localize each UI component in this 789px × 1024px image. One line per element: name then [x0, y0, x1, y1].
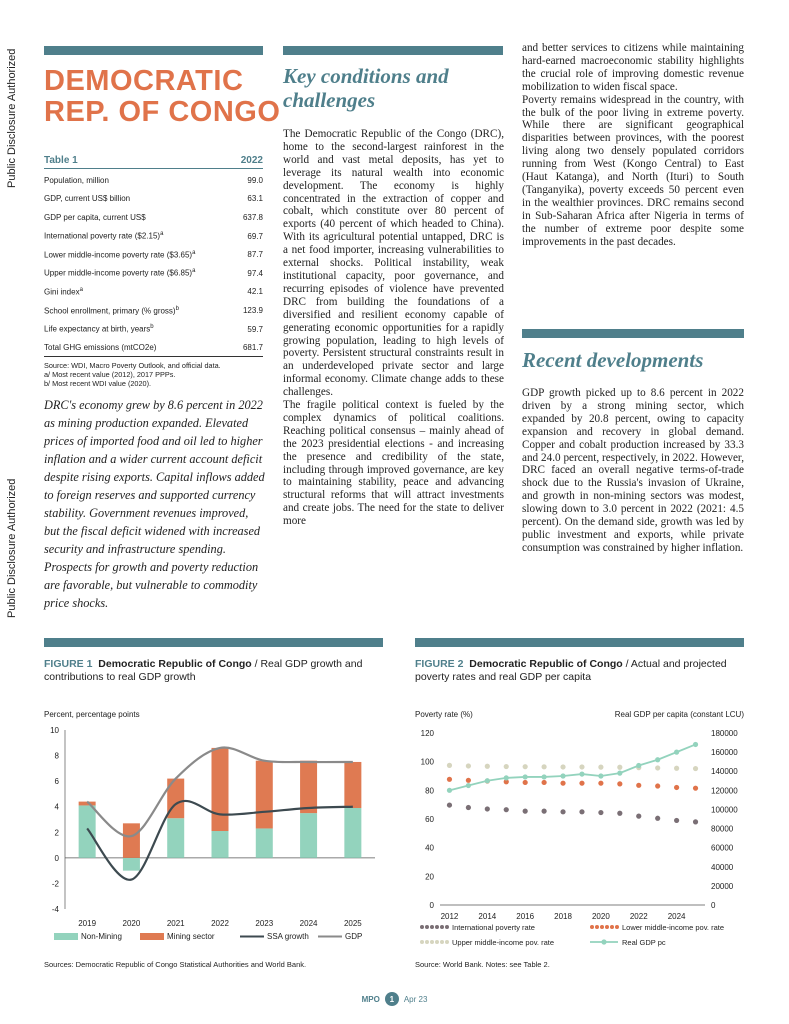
- series-point: [485, 764, 490, 769]
- legend-swatch: [590, 925, 594, 929]
- page-number: 1: [385, 992, 399, 1006]
- series-point: [447, 788, 452, 793]
- table-row-footnote: b: [175, 305, 179, 312]
- figure1-title: [44, 658, 384, 684]
- legend-swatch: [615, 925, 619, 929]
- x-tick-label: 2018: [554, 912, 572, 921]
- y2-tick-label: 120000: [711, 786, 738, 796]
- x-tick-label: 2024: [299, 919, 318, 928]
- y2-tick-label: 60000: [711, 843, 734, 853]
- col3-header-bar: [522, 329, 744, 338]
- x-tick-label: 2022: [629, 912, 648, 921]
- y2-tick-label: 80000: [711, 824, 734, 834]
- table-row: [44, 171, 263, 190]
- table-rows: [44, 171, 263, 357]
- fig2-header-bar: [415, 638, 744, 647]
- series-point: [655, 783, 660, 788]
- paragraph: The Democratic Republic of the Congo (DRC), home to the second-largest rainforest in the world and vast metal deposits, has yet to leverage its natural wealth into economic development. The economy is highly concentrated in the extraction of copper and cobalt, which constitute over 80 percent of exports (40 percent of which headed to China). With its agricultural potential untapped, DRC is a net food importer, increasing vulnerabilities to external shocks. Political instability, weak institutional capacity, poor governance, and recurring episodes of violence have prevented DRC from building the foundations of a diversified and resilient economy capable of generating economic opportunities for a rapidly growing population, leading to high levels of poverty. Persistent structural constraints result in an underdeveloped private sector and large informal economy. Climate change adds to these challenges.: [283, 128, 504, 399]
- col2-body: [283, 128, 504, 528]
- x-tick-label: 2019: [78, 919, 97, 928]
- legend-label: Lower middle-income pov. rate: [622, 923, 724, 932]
- figure1-title-rest: / Real GDP growth and contributions to real GDP growth: [44, 658, 363, 683]
- series-point: [523, 774, 528, 779]
- x-tick-label: 2024: [667, 912, 686, 921]
- y2-tick-label: 0: [711, 901, 716, 910]
- table-row-value: 99.0: [247, 175, 263, 185]
- series-point: [598, 773, 603, 778]
- col2-header-bar: [283, 46, 503, 55]
- x-tick-label: 2014: [478, 912, 497, 921]
- series-point: [560, 781, 565, 786]
- non-mining-bar: [167, 818, 184, 858]
- table-row: [44, 320, 263, 339]
- table-row-value: 681.7: [242, 342, 263, 352]
- x-tick-label: 2012: [440, 912, 459, 921]
- series-point: [674, 785, 679, 790]
- y-tick-label: 8: [54, 751, 59, 761]
- series-point: [693, 766, 698, 771]
- series-point: [542, 774, 547, 779]
- table-row-value: 97.4: [247, 268, 263, 278]
- series-point: [542, 764, 547, 769]
- legend-label: Mining sector: [167, 932, 215, 941]
- table-year: 2022: [240, 155, 263, 166]
- table-row-value: 69.7: [247, 231, 263, 241]
- legend-swatch: [610, 925, 614, 929]
- table-row-label: Population, million: [44, 175, 109, 185]
- heading-line: challenges: [283, 88, 376, 112]
- series-point: [693, 786, 698, 791]
- table-row: [44, 208, 263, 227]
- table-row: [44, 264, 263, 283]
- y-tick-label: 0: [54, 853, 59, 863]
- x-tick-label: 2016: [516, 912, 535, 921]
- x-tick-label: 2020: [122, 919, 141, 928]
- x-tick-label: 2021: [166, 919, 185, 928]
- series-point: [579, 771, 584, 776]
- table-row-footnote: b: [150, 324, 154, 331]
- side-label-top: Public Disclosure Authorized: [6, 48, 18, 188]
- legend-swatch: [440, 940, 444, 944]
- footer-date: Apr 23: [403, 994, 428, 1004]
- table-title: Table 1: [44, 155, 78, 166]
- y-tick-label: 60: [425, 815, 434, 824]
- heading-line: Key conditions and: [283, 64, 449, 88]
- legend-swatch: [445, 925, 449, 929]
- footer-mpo: MPO: [361, 994, 380, 1004]
- page-footer: [0, 992, 789, 1006]
- table-row: [44, 338, 263, 357]
- y2-tick-label: 140000: [711, 767, 738, 777]
- series-point: [674, 818, 679, 823]
- non-mining-bar: [212, 831, 229, 858]
- col3-body-top: [522, 42, 744, 249]
- y-tick-label: 80: [425, 786, 434, 796]
- table-row-value: 637.8: [242, 212, 263, 222]
- table-row-label-wrap: [44, 287, 83, 297]
- series-point: [523, 780, 528, 785]
- figure2-label: FIGURE 2: [415, 658, 464, 670]
- x-tick-label: 2022: [211, 919, 229, 928]
- table-row-label-wrap: [44, 231, 163, 241]
- table-row-footnote: a: [192, 249, 196, 256]
- col3-body-bottom: [522, 387, 744, 555]
- series-point: [598, 810, 603, 815]
- series-point: [447, 763, 452, 768]
- series-point: [523, 764, 528, 769]
- table-row-label: International poverty rate ($2.15): [44, 231, 161, 241]
- legend-swatch: [430, 940, 434, 944]
- table-row: [44, 227, 263, 246]
- y-tick-label: 10: [50, 726, 59, 735]
- side-label-bottom: Public Disclosure Authorized: [6, 478, 18, 618]
- non-mining-bar: [300, 813, 317, 858]
- y-tick-label: 6: [54, 777, 59, 787]
- figure2-title-rest: / Actual and projected poverty rates and real GDP per capita: [415, 658, 727, 683]
- legend-swatch: [435, 925, 439, 929]
- non-mining-bar: [123, 858, 140, 871]
- legend-label: Non-Mining: [81, 932, 122, 941]
- table-row-value: 63.1: [247, 194, 263, 204]
- series-point: [542, 780, 547, 785]
- table-source: [44, 361, 263, 388]
- legend-swatch: [595, 925, 599, 929]
- series-point: [560, 809, 565, 814]
- figure2-source: Source: World Bank. Notes: see Table 2.: [415, 960, 550, 969]
- series-point: [598, 765, 603, 770]
- series-point: [617, 765, 622, 770]
- series-point: [485, 806, 490, 811]
- series-point: [598, 781, 603, 786]
- non-mining-bar: [79, 805, 96, 857]
- table-row-value: 123.9: [242, 305, 263, 315]
- series-point: [579, 809, 584, 814]
- series-point: [655, 765, 660, 770]
- legend-label: SSA growth: [267, 932, 309, 941]
- table-row-label-wrap: [44, 250, 195, 260]
- series-point: [542, 809, 547, 814]
- country-title-line2: REP. OF CONGO: [44, 96, 281, 128]
- table-row-label-wrap: [44, 306, 179, 316]
- figure2-title-bold: Democratic Republic of Congo: [469, 658, 623, 670]
- table-row: [44, 245, 263, 264]
- y-tick-label: -4: [51, 905, 59, 914]
- legend-swatch: [440, 925, 444, 929]
- y-tick-label: 100: [420, 757, 434, 767]
- series-point: [636, 763, 641, 768]
- table-row-label: Life expectancy at birth, years: [44, 324, 151, 334]
- table-row: [44, 301, 263, 320]
- series-point: [674, 766, 679, 771]
- y2-axis-title: Real GDP per capita (constant LCU): [614, 710, 744, 719]
- table-source-line: a/ Most recent value (2012), 2017 PPPs.: [44, 369, 176, 379]
- y2-tick-label: 40000: [711, 862, 734, 872]
- legend-swatch: [420, 940, 424, 944]
- y2-tick-label: 20000: [711, 881, 734, 891]
- table-row-label: GDP, current US$ billion: [44, 194, 131, 204]
- table-row-value: 87.7: [247, 250, 263, 260]
- series-point: [636, 783, 641, 788]
- series-point: [674, 750, 679, 755]
- y-tick-label: 0: [429, 901, 434, 910]
- y2-tick-label: 160000: [711, 748, 738, 758]
- mining-bar: [123, 823, 140, 858]
- y-tick-label: 120: [420, 729, 434, 738]
- y-tick-label: 20: [425, 872, 434, 882]
- paragraph: and better services to citizens while maintaining hard-earned macroeconomic stability highlights the crucial role of improving domestic revenue mobilization to widen fiscal space.: [522, 42, 744, 93]
- mining-bar: [344, 762, 361, 808]
- table-row-label: Upper middle-income poverty rate ($6.85): [44, 269, 193, 279]
- table-row-footnote: a: [79, 287, 83, 294]
- summary-text: DRC's economy grew by 8.6 percent in 2022 as mining production expanded. Elevated prices of imported food and oil led to higher inflation and a wider current account deficit despite rising exports. Capital inflows added to foreign reserves and supported currency stability. Government revenues improved, but the fiscal deficit widened with increased security and infrastructure spending. Prospects for growth and poverty reduction are favorable, but vulnerable to commodity price shocks.: [44, 398, 265, 610]
- table-row-label-wrap: [44, 324, 154, 334]
- mining-bar: [212, 748, 229, 831]
- series-point: [617, 771, 622, 776]
- col1-header-bar: [44, 46, 263, 55]
- series-point: [693, 819, 698, 824]
- x-tick-label: 2020: [591, 912, 610, 921]
- mining-bar: [300, 761, 317, 813]
- y-tick-label: -2: [51, 879, 59, 889]
- series-point: [485, 778, 490, 783]
- legend-swatch: [600, 925, 604, 929]
- series-point: [466, 763, 471, 768]
- fig1-header-bar: [44, 638, 383, 647]
- figure1-chart: [40, 705, 385, 950]
- table-row: [44, 283, 263, 302]
- series-point: [466, 778, 471, 783]
- figure1-title-bold: Democratic Republic of Congo: [98, 658, 252, 670]
- x-tick-label: 2023: [255, 919, 274, 928]
- series-point: [504, 764, 509, 769]
- paragraph: GDP growth picked up to 8.6 percent in 2022 driven by a strong mining sector, which expanded by 20.8 percent, owing to capacity expansion and recovery in global demand. Copper and cobalt production increased by 33.3 and 24.0 percent, respectively, in 2022. However, DRC faced an overall negative terms-of-trade shock due to the Russia's invasion of Ukraine, and growth in non-mining sectors was modest, slowing down to 3.0 percent in 2022 (2021: 4.5 percent). On the demand side, growth was led by public investment and exports, while private consumption was constrained by higher inflation.: [522, 387, 744, 554]
- legend-swatch: [601, 939, 606, 944]
- table-header: [44, 155, 263, 169]
- legend-swatch: [420, 925, 424, 929]
- y-axis-title: Poverty rate (%): [415, 710, 473, 719]
- figure1-source: Sources: Democratic Republic of Congo Statistical Authorities and World Bank.: [44, 960, 307, 969]
- section-heading-recent-developments: Recent developments: [522, 348, 704, 372]
- table-row-footnote: a: [192, 268, 196, 275]
- indicators-table: [44, 155, 263, 388]
- legend-label: GDP: [345, 932, 363, 941]
- series-point: [504, 775, 509, 780]
- table-row-value: 42.1: [247, 287, 263, 297]
- series-point: [523, 809, 528, 814]
- series-point: [447, 802, 452, 807]
- y2-tick-label: 180000: [711, 729, 738, 738]
- figure2-title: [415, 658, 745, 684]
- y-tick-label: 2: [54, 828, 59, 838]
- paragraph: Poverty remains widespread in the country, with the bulk of the poor living in extreme poverty. While there are significant geographical disparities between provinces, with the poorest living along two densely populated corridors running from West (Kongo Central) to East (Haut Katanga), and North (Ituri) to South (Tanganyika), poverty exceeds 50 percent even in the wealthier provinces. DRC remains second in Sub-Saharan Africa after Nigeria in terms of the number of extreme poor despite some improvements in the past decades.: [522, 93, 744, 248]
- legend-label: Real GDP pc: [622, 938, 666, 947]
- table-row-value: 59.7: [247, 324, 263, 334]
- series-point: [655, 757, 660, 762]
- legend-swatch: [425, 940, 429, 944]
- legend-swatch: [445, 940, 449, 944]
- legend-swatch: [140, 933, 164, 940]
- table-row-label: GDP per capita, current US$: [44, 212, 146, 222]
- table-row-label: Total GHG emissions (mtCO2e): [44, 342, 157, 352]
- series-point: [466, 805, 471, 810]
- country-title: [44, 66, 280, 128]
- table-source-line: Source: WDI, Macro Poverty Outlook, and official data.: [44, 360, 221, 370]
- y2-tick-label: 100000: [711, 805, 738, 815]
- legend-swatch: [430, 925, 434, 929]
- legend-label: International poverty rate: [452, 923, 535, 932]
- legend-swatch: [425, 925, 429, 929]
- series-point: [617, 781, 622, 786]
- legend-swatch: [54, 933, 78, 940]
- table-row-label-wrap: [44, 268, 195, 278]
- y-tick-label: 4: [54, 802, 59, 812]
- table-row-footnote: a: [160, 231, 164, 238]
- non-mining-bar: [256, 828, 273, 857]
- figure1-label: FIGURE 1: [44, 658, 93, 670]
- table-row-label: Gini index: [44, 287, 80, 297]
- country-title-line1: DEMOCRATIC: [44, 65, 244, 97]
- series-point: [560, 764, 565, 769]
- section-heading-key-conditions: [283, 64, 505, 112]
- series-point: [560, 773, 565, 778]
- legend-swatch: [605, 925, 609, 929]
- table-row: [44, 190, 263, 209]
- series-point: [693, 742, 698, 747]
- series-point: [504, 807, 509, 812]
- series-point: [447, 777, 452, 782]
- series-point: [636, 814, 641, 819]
- series-point: [579, 764, 584, 769]
- series-point: [655, 816, 660, 821]
- y-tick-label: 40: [425, 843, 434, 853]
- series-point: [466, 783, 471, 788]
- legend-swatch: [435, 940, 439, 944]
- table-source-line: b/ Most recent WDI value (2020).: [44, 378, 152, 388]
- paragraph: The fragile political context is fueled by the complex dynamics of political coalitions. Reaching political consensus – mainly ahead of the 2023 presidential elections - and increasing the presence and credibility of the state, including through improved governance, are key to maintaining stability, peace and advancing structural reforms that will attract investments and create jobs. The need for the state to deliver more: [283, 399, 504, 528]
- x-tick-label: 2025: [343, 919, 362, 928]
- table-row-label: Lower middle-income poverty rate ($3.65): [44, 250, 193, 260]
- legend-label: Upper middle-income pov. rate: [452, 938, 554, 947]
- figure2-chart: [410, 705, 750, 955]
- series-point: [617, 811, 622, 816]
- series-point: [579, 781, 584, 786]
- non-mining-bar: [344, 808, 361, 858]
- mining-bar: [256, 761, 273, 829]
- table-row-label: School enrollment, primary (% gross): [44, 306, 176, 316]
- y-axis-title: Percent, percentage points: [44, 710, 140, 719]
